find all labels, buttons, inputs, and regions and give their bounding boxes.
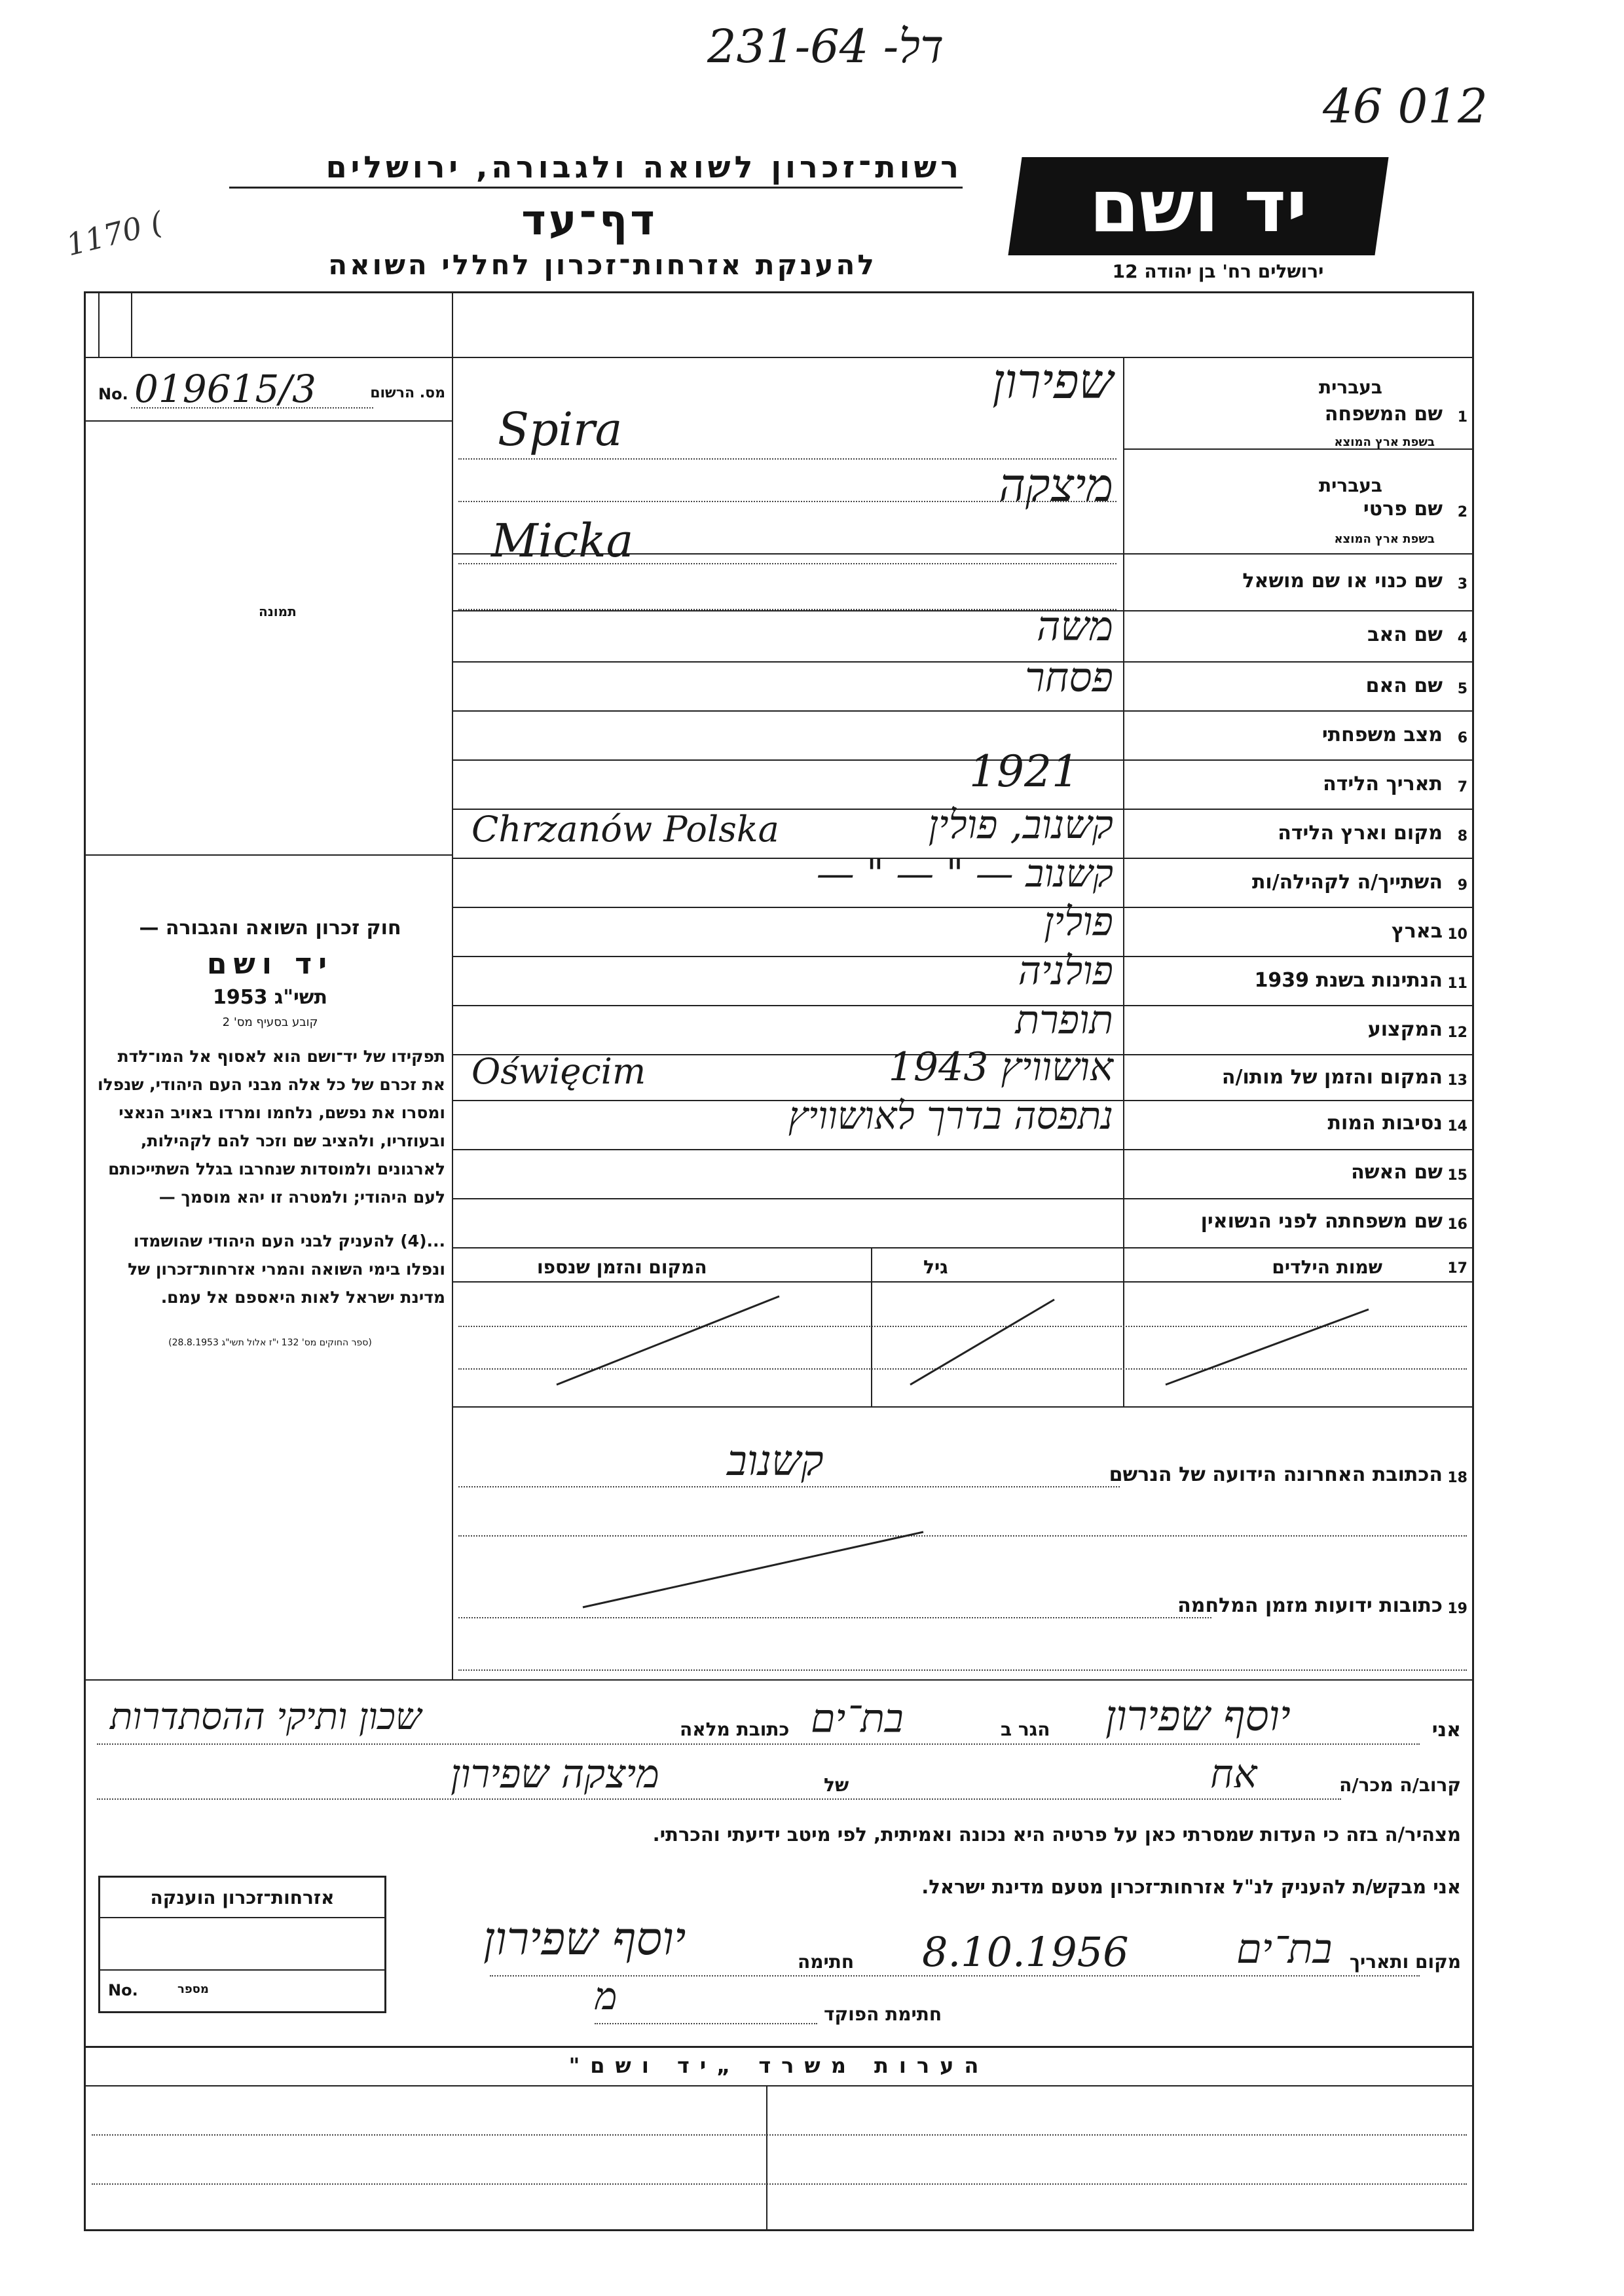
declaration-statement-1: מצהיר/ה בזה כי העדות שמסרתי כאן על פרטיה היא נכונה ואמיתית, לפי מיטב ידיעתי והכרתי. bbox=[652, 1823, 1461, 1846]
declarant-address: שכון ותיקי ההסתדרות bbox=[110, 1696, 422, 1738]
field-12-profession: 12 המקצוע bbox=[1367, 1018, 1467, 1041]
yad-vashem-address: ירושלים רח' בן יהודה 12 bbox=[1112, 261, 1324, 282]
archive-corner-number: 46 012 bbox=[1323, 79, 1488, 134]
officer-signature-label: חתימת הפוקד bbox=[824, 2003, 942, 2025]
mother-name-value: פסחר bbox=[1025, 653, 1113, 701]
citizenship-1939-value: פולניה bbox=[1018, 948, 1113, 994]
field-11-citizenship-1939: 11 הנתינות בשנת 1939 bbox=[1254, 969, 1467, 992]
signature-label: חתימה bbox=[798, 1951, 855, 1973]
citizenship-granted-box bbox=[98, 1876, 386, 2013]
law-clause: קובע בסעיף מס' 2 bbox=[222, 1015, 318, 1029]
last-address-value: קשנוב bbox=[727, 1437, 824, 1485]
law-name: יד ושם bbox=[206, 947, 334, 981]
form-subtitle: להענקת אזרחות־זכרון לחללי השואה bbox=[328, 249, 877, 281]
birth-date-value: 1921 bbox=[969, 746, 1079, 797]
law-year: תשי"ג 1953 bbox=[212, 986, 328, 1009]
declaration-date: 8.10.1956 bbox=[922, 1928, 1129, 1976]
field-6-marital-status: 6 מצב משפחתי bbox=[1321, 723, 1467, 746]
profession-value: תופרת bbox=[1015, 997, 1113, 1043]
declaration-statement-2: אני מבקש/ת להעניק לנ"ל אזרחות־זכרון מטעם מדינת ישראל. bbox=[921, 1876, 1461, 1898]
first-name-latin-value: Micka bbox=[491, 514, 634, 568]
field-16-maiden-name: 16 שם משפחתה לפני הנשואין bbox=[1200, 1210, 1467, 1233]
citizenship-num-label: מספר bbox=[177, 1982, 209, 1996]
registration-label: מס. הרשום bbox=[370, 385, 445, 401]
logo-text: יד ושם bbox=[1089, 164, 1308, 248]
law-source: (ספר החוקים מס' 132 י"ז אלול תשי"ג 28.8.1953) bbox=[168, 1338, 372, 1348]
family-name-latin-value: Spira bbox=[498, 403, 623, 456]
law-text-2: ...(4) להעניק לבני העם היהודי שהושמדו ונפלו בימי השואה והמרי אזרחות־זכרון של מדינת ישראל לאות היאספם אל עמם. bbox=[128, 1231, 445, 1307]
field-9-community: 9 השתייך/ה לקהילה/ות bbox=[1251, 871, 1467, 894]
field-10-country: 10 בארץ bbox=[1391, 920, 1467, 943]
declarant-name: יוסף שפירון bbox=[1105, 1692, 1291, 1741]
declarant-relation: אח bbox=[1210, 1751, 1257, 1797]
citizenship-no-label: No. bbox=[108, 1981, 138, 1999]
field-13-death-place-time: 13 המקום והזמן של מותו/ה bbox=[1221, 1066, 1467, 1089]
family-name-hebrew-value: שפירון bbox=[992, 354, 1113, 410]
field-18-last-address: 18 הכתובת האחרונה הידועה של הנרשם קשנוב bbox=[452, 1408, 1474, 1503]
field-4-father-name: 4 שם האב bbox=[1367, 623, 1467, 646]
father-name-value: משה bbox=[1037, 602, 1113, 650]
declaration-relative-label: קרוב/ה מכר/ה bbox=[1339, 1774, 1461, 1796]
field-3-nickname: 3 שם כנוי או שם מושאל bbox=[1242, 570, 1467, 592]
community-value: קשנוב — " — " — bbox=[816, 851, 1113, 896]
place-date-label: מקום ותאריך bbox=[1349, 1951, 1461, 1973]
country-value: פולין bbox=[1044, 899, 1113, 945]
form-title: דף־עד bbox=[521, 196, 657, 245]
citizenship-granted-title: אזרחות־זכרון הוענקה bbox=[150, 1887, 335, 1908]
law-title: חוק זכרון השואה והגבורה — bbox=[139, 917, 401, 939]
declarant-signature: יוסף שפירון bbox=[483, 1912, 686, 1965]
authority-underline bbox=[229, 187, 963, 189]
office-notes-title: הערות משרד „יד ושם" bbox=[568, 2053, 989, 2078]
field-2-first-name: 2 שם פרטי בעברית בשפת ארץ המוצא bbox=[1318, 475, 1467, 546]
archive-reference-number: 231-64 -דל bbox=[707, 20, 944, 73]
death-circumstances-value: נתפסה בדרך לאושוויץ bbox=[788, 1093, 1113, 1138]
first-name-hebrew-value: מיצקה bbox=[999, 458, 1113, 512]
children-names-header: שמות הילדים bbox=[1272, 1256, 1382, 1278]
declaration-i-label: אני bbox=[1431, 1719, 1461, 1741]
field-15-wife-name: 15 שם האשה bbox=[1351, 1161, 1467, 1184]
law-quote bbox=[95, 917, 445, 1348]
children-place-header: המקום והזמן שנספו bbox=[537, 1256, 707, 1278]
declaration-address-label: כתובת מלאה bbox=[680, 1719, 790, 1740]
death-place-latin-value: Oświęcim bbox=[471, 1051, 646, 1092]
officer-initials: מ bbox=[595, 1974, 618, 2018]
field-7-birth-date: 7 תאריך הלידה bbox=[1323, 773, 1467, 795]
authority-name: רשות־זכרון לשואה ולגבורה, ירושלים bbox=[325, 149, 963, 185]
yad-vashem-logo bbox=[1008, 157, 1388, 255]
registration-area bbox=[98, 367, 445, 419]
children-strike-marks bbox=[452, 1247, 1474, 1408]
wartime-addresses-strike-mark bbox=[452, 1503, 1474, 1679]
declarant-city: בת־ים bbox=[811, 1696, 904, 1741]
deceased-name-declaration: מיצקה שפירון bbox=[451, 1751, 659, 1797]
registration-no-label: No. bbox=[98, 385, 128, 403]
declaration-place: בת־ים bbox=[1236, 1925, 1333, 1973]
field-14-death-circumstances: 14 נסיבות המות bbox=[1327, 1112, 1467, 1135]
field-8-birth-place: 8 מקום וארץ הלידה bbox=[1278, 822, 1467, 845]
field-1-family-name: 1 שם המשפחה בעברית בשפת ארץ המוצא bbox=[1318, 376, 1467, 449]
archive-side-number: 1170 ( bbox=[62, 204, 166, 263]
children-age-header: גיל bbox=[923, 1256, 948, 1278]
birth-place-latin-value: Chrzanów Polska bbox=[471, 809, 779, 850]
field-5-mother-name: 5 שם האם bbox=[1365, 674, 1467, 697]
field-19-wartime-addresses: 19 כתובות ידועות מזמן המלחמה bbox=[452, 1503, 1474, 1679]
declaration-lives-label: הגר ב bbox=[1001, 1719, 1050, 1740]
registration-number: 019615/3 bbox=[134, 367, 316, 411]
death-place-time-value: אושוויץ 1943 bbox=[888, 1044, 1113, 1090]
field-17-children-table: 17 שמות הילדים גיל המקום והזמן שנספו bbox=[452, 1247, 1474, 1408]
birth-place-hebrew-value: קשנוב, פולין bbox=[928, 802, 1113, 848]
declaration-of-label: של bbox=[824, 1774, 849, 1796]
photo-label: תמונה bbox=[259, 604, 297, 619]
law-text-1: תפקידו של יד־ושם הוא לאסוף אל המו־לדת את זכרם של כל אלה מבני העם היהודי, שנפלו ומסרו את נפשם, נלחמו ומרדו באויב הנאצי ובעוזריו, ולהציב שם וזכר להם לקהילות, לארגונים ולמוסדות שנחרבו בגלל השתייכותם לעם היהודי; ולמטרה זו יהא מוסמך — bbox=[98, 1047, 445, 1207]
